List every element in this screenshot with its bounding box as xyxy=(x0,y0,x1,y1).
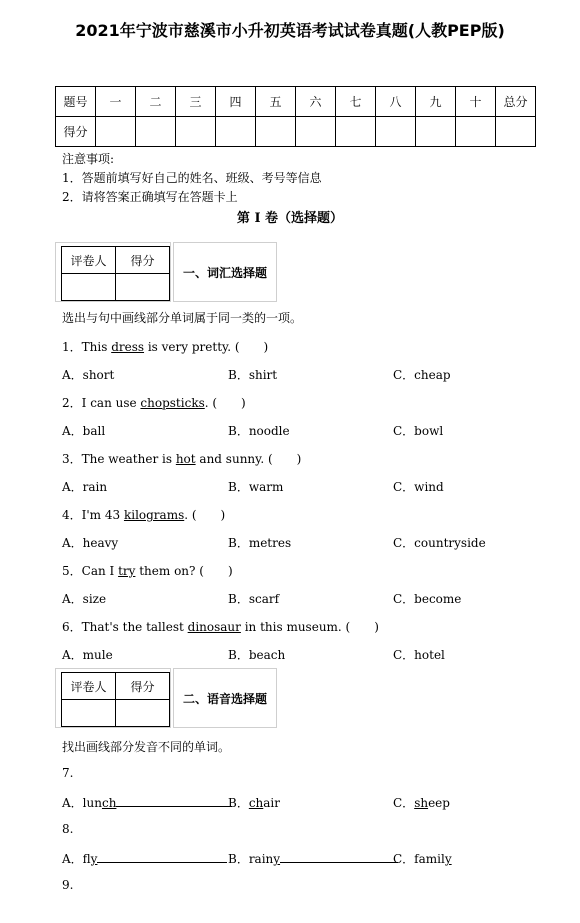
volume-title: 第 I 卷（选择题） xyxy=(236,211,344,226)
option-c[interactable]: C．countryside xyxy=(393,536,486,550)
score-cell[interactable] xyxy=(216,117,256,147)
option-c[interactable]: C．family xyxy=(393,852,452,866)
score-header-cell: 六 xyxy=(296,87,336,117)
grader-label: 评卷人 xyxy=(62,673,116,700)
option-a[interactable]: A．rain xyxy=(62,480,108,494)
question-9-number: 9. xyxy=(62,878,74,892)
score-cell[interactable] xyxy=(256,117,296,147)
option-a[interactable]: A．fly xyxy=(62,850,227,867)
option-b[interactable]: B．chair xyxy=(228,796,281,810)
option-a[interactable]: A．mule xyxy=(62,648,113,662)
notes-item: 2．请将答案正确填写在答题卡上 xyxy=(62,190,238,204)
question-5: 5．Can I try them on? ( ) xyxy=(62,564,233,578)
part2-label: 二、语音选择题 xyxy=(173,668,277,728)
option-c[interactable]: C．become xyxy=(393,592,462,606)
score-cell[interactable] xyxy=(96,117,136,147)
score-cell[interactable] xyxy=(416,117,456,147)
score-cell[interactable] xyxy=(176,117,216,147)
option-b[interactable]: B．rainy xyxy=(228,850,398,867)
question-1: 1．This dress is very pretty. ( ) xyxy=(62,340,269,354)
option-a[interactable]: A．heavy xyxy=(62,536,119,550)
grader-box-part2 xyxy=(55,668,277,728)
option-b[interactable]: B．beach xyxy=(228,648,286,662)
score-row-label: 得分 xyxy=(56,117,96,147)
document-title: 2021年宁波市慈溪市小升初英语考试试卷真题(人教PEP版) xyxy=(75,21,505,40)
score-header-cell: 四 xyxy=(216,87,256,117)
grader-name-cell[interactable] xyxy=(62,700,116,727)
score-header-row xyxy=(56,87,536,117)
score-row xyxy=(56,117,536,147)
option-b[interactable]: B．metres xyxy=(228,536,292,550)
part1-instruction: 选出与句中画线部分单词属于同一类的一项。 xyxy=(62,311,303,325)
option-a[interactable]: A．short xyxy=(62,368,115,382)
score-header-cell: 一 xyxy=(96,87,136,117)
score-cell[interactable] xyxy=(376,117,416,147)
score-header-cell: 五 xyxy=(256,87,296,117)
option-c[interactable]: C．hotel xyxy=(393,648,445,662)
score-table xyxy=(55,86,536,147)
score-header-cell: 二 xyxy=(136,87,176,117)
option-b[interactable]: B．shirt xyxy=(228,368,278,382)
question-8-number: 8. xyxy=(62,822,74,836)
option-a[interactable]: A．lunch xyxy=(62,794,232,811)
option-b[interactable]: B．scarf xyxy=(228,592,280,606)
score-header-cell: 十 xyxy=(456,87,496,117)
question-4: 4．I'm 43 kilograms. ( ) xyxy=(62,508,226,522)
score-header-cell: 总分 xyxy=(496,87,536,117)
score-cell[interactable] xyxy=(296,117,336,147)
score-cell[interactable] xyxy=(136,117,176,147)
part1-label: 一、词汇选择题 xyxy=(173,242,277,302)
question-2: 2．I can use chopsticks. ( ) xyxy=(62,396,246,410)
score-header-cell: 题号 xyxy=(56,87,96,117)
score-cell[interactable] xyxy=(456,117,496,147)
option-c[interactable]: C．sheep xyxy=(393,796,450,810)
part2-instruction: 找出画线部分发音不同的单词。 xyxy=(62,740,231,754)
option-c[interactable]: C．cheap xyxy=(393,368,451,382)
question-7-number: 7. xyxy=(62,766,74,780)
option-a[interactable]: A．size xyxy=(62,592,107,606)
option-a[interactable]: A．ball xyxy=(62,424,106,438)
score-cell[interactable] xyxy=(336,117,376,147)
option-c[interactable]: C．wind xyxy=(393,480,444,494)
question-3: 3．The weather is hot and sunny. ( ) xyxy=(62,452,302,466)
score-header-cell: 八 xyxy=(376,87,416,117)
grader-table xyxy=(61,672,170,727)
option-c[interactable]: C．bowl xyxy=(393,424,444,438)
grader-score-label: 得分 xyxy=(116,247,170,274)
grader-name-cell[interactable] xyxy=(62,274,116,301)
grader-score-label: 得分 xyxy=(116,673,170,700)
option-b[interactable]: B．noodle xyxy=(228,424,290,438)
grader-score-cell[interactable] xyxy=(116,700,170,727)
score-header-cell: 九 xyxy=(416,87,456,117)
grader-label: 评卷人 xyxy=(62,247,116,274)
question-6: 6．That's the tallest dinosaur in this museum. ( ) xyxy=(62,620,379,634)
notes xyxy=(62,150,322,207)
option-b[interactable]: B．warm xyxy=(228,480,284,494)
score-header-cell: 三 xyxy=(176,87,216,117)
notes-heading: 注意事项: xyxy=(62,152,115,166)
grader-score-cell[interactable] xyxy=(116,274,170,301)
grader-table xyxy=(61,246,170,301)
score-cell[interactable] xyxy=(496,117,536,147)
score-header-cell: 七 xyxy=(336,87,376,117)
grader-box-part1 xyxy=(55,242,277,302)
notes-item: 1．答题前填写好自己的姓名、班级、考号等信息 xyxy=(62,171,322,185)
